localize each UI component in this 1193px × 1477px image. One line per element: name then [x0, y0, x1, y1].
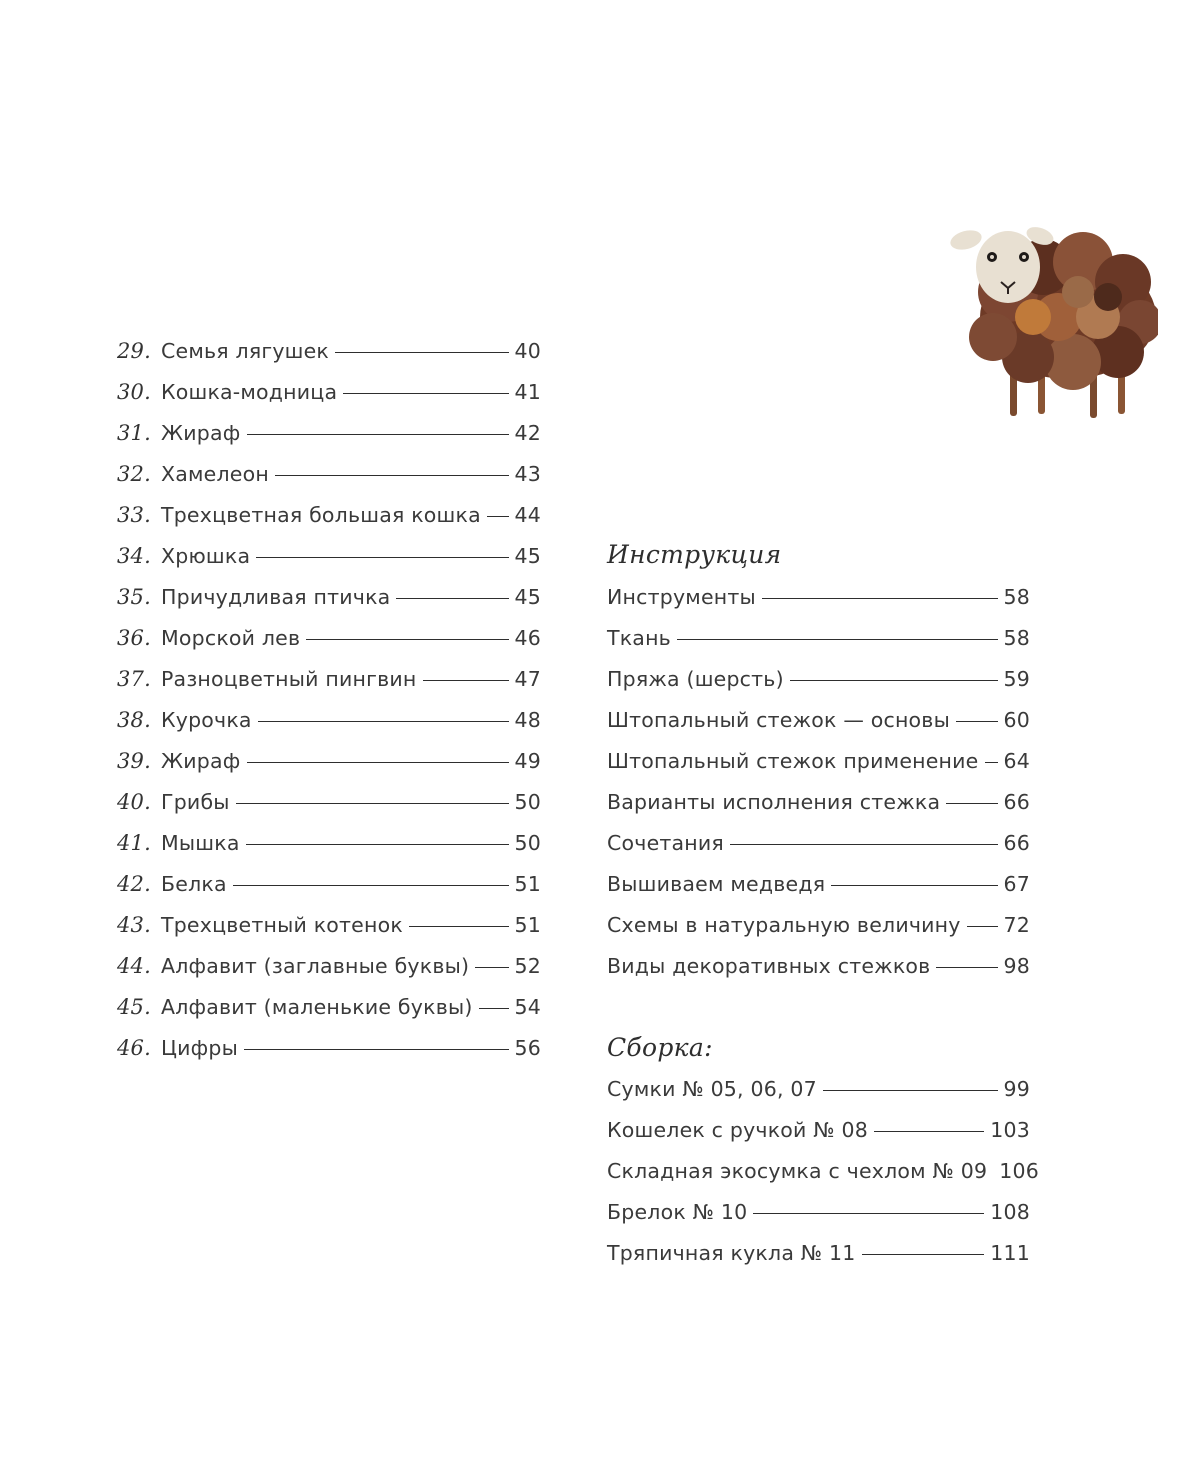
toc-leader-line [246, 844, 509, 845]
toc-entry[interactable] [117, 1027, 541, 1068]
toc-entry-page-number: 51 [514, 912, 541, 937]
toc-entry-title: Брелок № 10 [607, 1199, 748, 1224]
toc-list-instructions [607, 576, 1030, 986]
toc-entry[interactable] [117, 822, 541, 863]
toc-entry-page-number: 41 [514, 379, 541, 404]
toc-leader-line [946, 803, 997, 804]
toc-entry-page-number: 58 [1003, 625, 1030, 650]
toc-entry-title: Хамелеон [161, 461, 269, 486]
toc-entry[interactable] [607, 1068, 1030, 1109]
toc-entry[interactable] [117, 863, 541, 904]
toc-entry-title: Жираф [161, 420, 241, 445]
toc-entry-page-number: 64 [1003, 748, 1030, 773]
toc-leader-line [874, 1131, 984, 1132]
toc-entry-number: 33. [117, 502, 151, 527]
toc-entry-title: Жираф [161, 748, 241, 773]
toc-entry-title: Алфавит (маленькие буквы) [161, 994, 473, 1019]
toc-entry-title: Тряпичная кукла № 11 [607, 1240, 856, 1265]
toc-leader-line [233, 885, 509, 886]
toc-entry-number: 31. [117, 420, 151, 445]
toc-entry[interactable] [117, 617, 541, 658]
toc-entry-title: Кошелек с ручкой № 08 [607, 1117, 869, 1142]
toc-entry-page-number: 67 [1003, 871, 1030, 896]
toc-leader-line [831, 885, 997, 886]
toc-entry-page-number: 44 [514, 502, 541, 527]
toc-entry-title: Схемы в натуральную величину [607, 912, 961, 937]
toc-entry-number: 35. [117, 584, 151, 609]
toc-entry-page-number: 52 [514, 953, 541, 978]
toc-entry-page-number: 72 [1003, 912, 1030, 937]
toc-entry[interactable] [607, 904, 1030, 945]
toc-entry[interactable] [607, 576, 1030, 617]
sheep-illustration [948, 222, 1158, 427]
toc-entry-title: Пряжа (шерсть) [607, 666, 784, 691]
toc-entry-page-number: 58 [1003, 584, 1030, 609]
toc-entry-number: 38. [117, 707, 151, 732]
toc-entry[interactable] [607, 617, 1030, 658]
toc-entry[interactable] [117, 412, 541, 453]
toc-entry-page-number: 103 [990, 1117, 1030, 1142]
toc-entry-title: Алфавит (заглавные буквы) [161, 953, 470, 978]
toc-entry[interactable] [117, 699, 541, 740]
toc-entry[interactable] [117, 535, 541, 576]
toc-entry-number: 41. [117, 830, 151, 855]
toc-leader-line [487, 516, 509, 517]
toc-entry-number: 40. [117, 789, 151, 814]
toc-leader-line [244, 1049, 509, 1050]
toc-entry[interactable] [117, 658, 541, 699]
toc-entry-page-number: 66 [1003, 789, 1030, 814]
section-heading-assembly: Сборка: [607, 1033, 713, 1062]
toc-entry-number: 29. [117, 338, 151, 363]
toc-entry-page-number: 45 [514, 584, 541, 609]
toc-entry[interactable] [607, 699, 1030, 740]
toc-leader-line [936, 967, 997, 968]
toc-entry-page-number: 46 [514, 625, 541, 650]
toc-leader-line [335, 352, 508, 353]
toc-entry[interactable] [607, 1232, 1030, 1273]
toc-entry[interactable] [117, 986, 541, 1027]
toc-entry-number: 30. [117, 379, 151, 404]
toc-entry-title: Вышиваем медведя [607, 871, 826, 896]
toc-entry[interactable] [607, 1109, 1030, 1150]
toc-entry-number: 42. [117, 871, 151, 896]
toc-leader-line [236, 803, 509, 804]
toc-entry[interactable] [117, 781, 541, 822]
toc-entry-title: Курочка [161, 707, 252, 732]
toc-leader-line [985, 762, 998, 763]
toc-entry-page-number: 42 [514, 420, 541, 445]
toc-entry-page-number: 54 [514, 994, 541, 1019]
toc-entry-page-number: 66 [1003, 830, 1030, 855]
toc-entry-page-number: 48 [514, 707, 541, 732]
toc-entry-page-number: 43 [514, 461, 541, 486]
toc-entry-title: Штопальный стежок — основы [607, 707, 950, 732]
toc-entry[interactable] [117, 494, 541, 535]
toc-entry-title: Семья лягушек [161, 338, 330, 363]
toc-entry[interactable] [607, 1191, 1030, 1232]
toc-entry-page-number: 47 [514, 666, 541, 691]
toc-entry[interactable] [607, 1150, 1039, 1191]
toc-entry-title: Грибы [161, 789, 230, 814]
toc-leader-line [247, 762, 509, 763]
toc-entry-title: Кошка-модница [161, 379, 338, 404]
toc-leader-line [258, 721, 509, 722]
toc-entry-page-number: 111 [990, 1240, 1030, 1265]
toc-leader-line [423, 680, 509, 681]
toc-entry[interactable] [117, 945, 541, 986]
toc-entry-title: Цифры [161, 1035, 238, 1060]
toc-entry-title: Варианты исполнения стежка [607, 789, 941, 814]
toc-entry-number: 44. [117, 953, 151, 978]
toc-entry-number: 32. [117, 461, 151, 486]
toc-entry[interactable] [607, 945, 1030, 986]
toc-leader-line [730, 844, 998, 845]
toc-leader-line [275, 475, 509, 476]
toc-entry[interactable] [117, 330, 541, 371]
toc-leader-line [823, 1090, 998, 1091]
toc-entry-title: Складная экосумка с чехлом № 09 [607, 1158, 988, 1183]
toc-leader-line [479, 1008, 509, 1009]
toc-entry-page-number: 51 [514, 871, 541, 896]
toc-entry-title: Инструменты [607, 584, 756, 609]
toc-leader-line [862, 1254, 985, 1255]
toc-leader-line [753, 1213, 984, 1214]
toc-entry[interactable] [117, 576, 541, 617]
toc-entry-title: Трехцветный котенок [161, 912, 403, 937]
toc-entry-title: Сумки № 05, 06, 07 [607, 1076, 817, 1101]
toc-entry[interactable] [607, 781, 1030, 822]
toc-entry[interactable] [117, 371, 541, 412]
toc-entry[interactable] [607, 863, 1030, 904]
toc-entry-number: 43. [117, 912, 151, 937]
toc-entry-page-number: 99 [1003, 1076, 1030, 1101]
toc-entry[interactable] [117, 740, 541, 781]
toc-entry-number: 46. [117, 1035, 151, 1060]
toc-entry-title: Морской лев [161, 625, 301, 650]
toc-entry[interactable] [117, 904, 541, 945]
toc-list-assembly [607, 1068, 1039, 1273]
toc-entry-number: 39. [117, 748, 151, 773]
toc-entry-page-number: 108 [990, 1199, 1030, 1224]
section-heading-instructions: Инструкция [607, 540, 782, 569]
toc-leader-line [247, 434, 509, 435]
toc-leader-line [256, 557, 508, 558]
toc-entry[interactable] [607, 822, 1030, 863]
toc-leader-line [967, 926, 998, 927]
toc-entry[interactable] [607, 740, 1030, 781]
toc-entry-number: 36. [117, 625, 151, 650]
toc-entry-title: Штопальный стежок применение [607, 748, 979, 773]
toc-entry-title: Виды декоративных стежков [607, 953, 931, 978]
toc-leader-line [790, 680, 998, 681]
toc-entry-title: Белка [161, 871, 227, 896]
toc-entry-number: 45. [117, 994, 151, 1019]
toc-entry[interactable] [117, 453, 541, 494]
toc-entry-number: 37. [117, 666, 151, 691]
toc-leader-line [409, 926, 509, 927]
toc-entry-page-number: 40 [514, 338, 541, 363]
toc-entry-title: Трехцветная большая кошка [161, 502, 481, 527]
toc-entry-page-number: 106 [999, 1158, 1039, 1183]
toc-entry[interactable] [607, 658, 1030, 699]
toc-entry-page-number: 50 [514, 830, 541, 855]
toc-leader-line [343, 393, 508, 394]
toc-entry-number: 34. [117, 543, 151, 568]
toc-entry-title: Хрюшка [161, 543, 251, 568]
toc-entry-page-number: 50 [514, 789, 541, 814]
toc-leader-line [306, 639, 508, 640]
toc-entry-page-number: 60 [1003, 707, 1030, 732]
toc-leader-line [475, 967, 508, 968]
toc-entry-page-number: 98 [1003, 953, 1030, 978]
toc-entry-title: Сочетания [607, 830, 724, 855]
toc-leader-line [762, 598, 998, 599]
toc-entry-page-number: 49 [514, 748, 541, 773]
toc-leader-line [956, 721, 998, 722]
toc-list-animals [117, 330, 541, 1068]
toc-entry-page-number: 59 [1003, 666, 1030, 691]
toc-entry-title: Причудливая птичка [161, 584, 391, 609]
toc-leader-line [677, 639, 998, 640]
toc-entry-page-number: 45 [514, 543, 541, 568]
toc-entry-title: Мышка [161, 830, 240, 855]
toc-entry-title: Ткань [607, 625, 671, 650]
toc-entry-page-number: 56 [514, 1035, 541, 1060]
toc-leader-line [396, 598, 508, 599]
toc-entry-title: Разноцветный пингвин [161, 666, 417, 691]
